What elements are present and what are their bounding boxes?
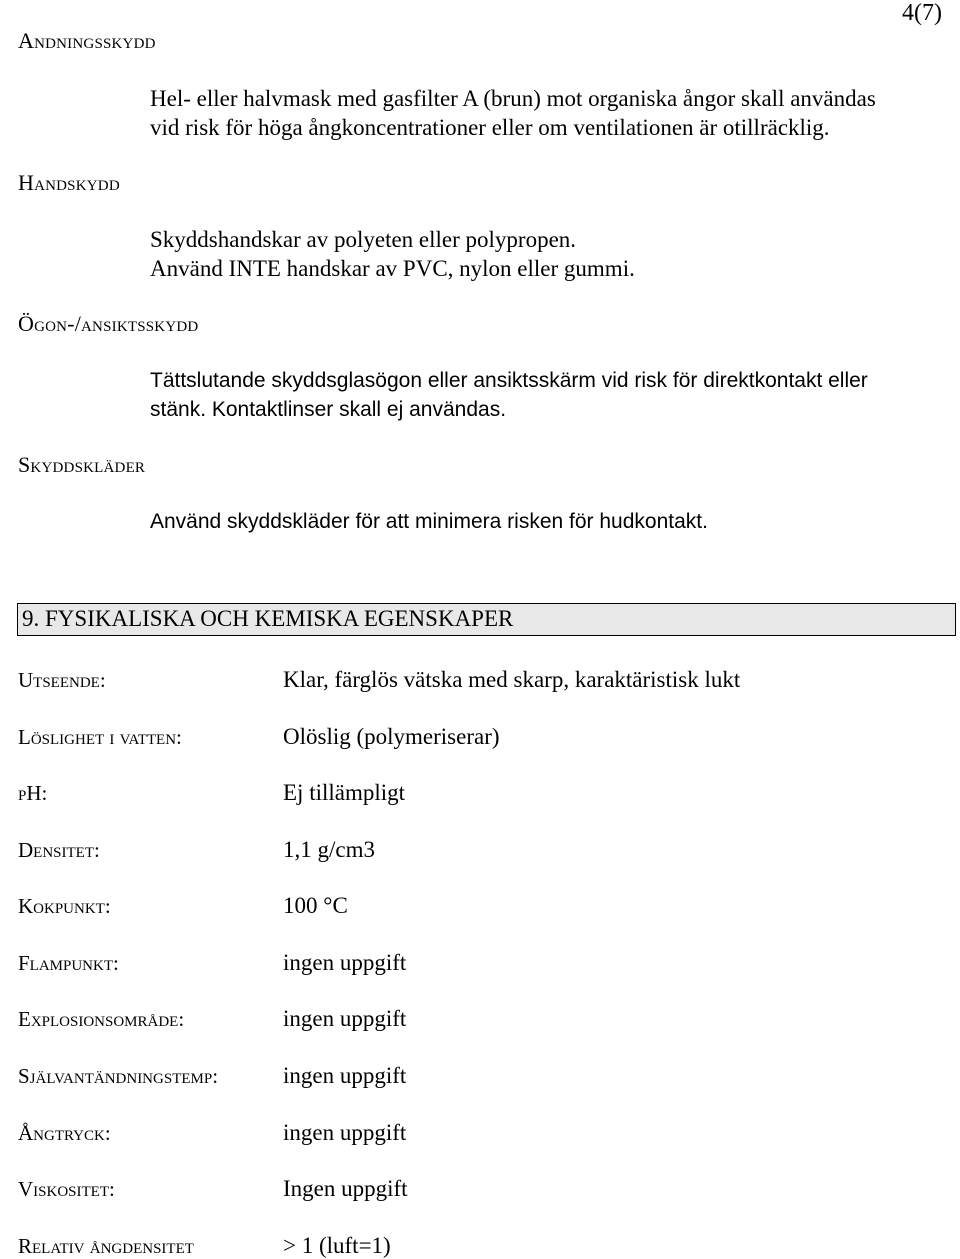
relative-vapor-density-value: > 1 (luft=1)	[283, 1233, 391, 1258]
ph-value: Ej tillämpligt	[283, 780, 406, 805]
density-label: Densitet:	[18, 838, 100, 862]
protective-clothing-heading: Skyddskläder	[18, 452, 146, 477]
page-number: 4(7)	[902, 0, 942, 26]
text-line: Använd INTE handskar av PVC, nylon eller gummi.	[150, 256, 635, 281]
autoignition-temp-label: Självantändningstemp:	[18, 1064, 219, 1088]
vapor-pressure-value: ingen uppgift	[283, 1120, 407, 1145]
flash-point-value: ingen uppgift	[283, 950, 407, 975]
breathing-protection-heading: Andningsskydd	[18, 28, 156, 53]
ph-label: pH:	[18, 781, 48, 805]
text-line: Skyddshandskar av polyeten eller polypropen.	[150, 227, 577, 252]
water-solubility-label: Löslighet i vatten:	[18, 725, 182, 749]
hand-protection-heading: Handskydd	[18, 170, 120, 195]
breathing-protection-text	[150, 84, 950, 142]
section-9-title: 9. FYSIKALISKA OCH KEMISKA EGENSKAPER	[22, 606, 514, 631]
viscosity-label: Viskositet:	[18, 1177, 115, 1201]
autoignition-temp-value: ingen uppgift	[283, 1063, 407, 1088]
text-line: Använd skyddskläder för att minimera risken för hudkontakt.	[150, 510, 708, 533]
density-value: 1,1 g/cm3	[283, 837, 375, 862]
relative-vapor-density-label: Relativ ångdensitet	[18, 1234, 194, 1258]
flash-point-label: Flampunkt:	[18, 951, 119, 975]
boiling-point-label: Kokpunkt:	[18, 894, 111, 918]
section-9-header	[17, 603, 956, 636]
hand-protection-text	[150, 225, 950, 283]
text-line: stänk. Kontaktlinser skall ej användas.	[150, 398, 507, 421]
boiling-point-value: 100 °C	[283, 893, 348, 918]
appearance-value: Klar, färglös vätska med skarp, karaktäristisk lukt	[283, 667, 741, 692]
viscosity-value: Ingen uppgift	[283, 1176, 408, 1201]
appearance-label: Utseende:	[18, 668, 106, 692]
protective-clothing-text	[150, 507, 950, 536]
explosion-range-label: Explosionsområde:	[18, 1007, 185, 1031]
text-line: Hel- eller halvmask med gasfilter A (brun) mot organiska ångor skall användas	[150, 86, 876, 111]
vapor-pressure-label: Ångtryck:	[18, 1121, 111, 1145]
explosion-range-value: ingen uppgift	[283, 1006, 407, 1031]
eye-protection-heading: Ögon-/ansiktsskydd	[18, 311, 199, 336]
eye-protection-text	[150, 366, 950, 424]
water-solubility-value: Olöslig (polymeriserar)	[283, 724, 500, 749]
text-line: vid risk för höga ångkoncentrationer eller om ventilationen är otillräcklig.	[150, 115, 830, 140]
text-line: Tättslutande skyddsglasögon eller ansiktsskärm vid risk för direktkontakt eller	[150, 369, 868, 392]
